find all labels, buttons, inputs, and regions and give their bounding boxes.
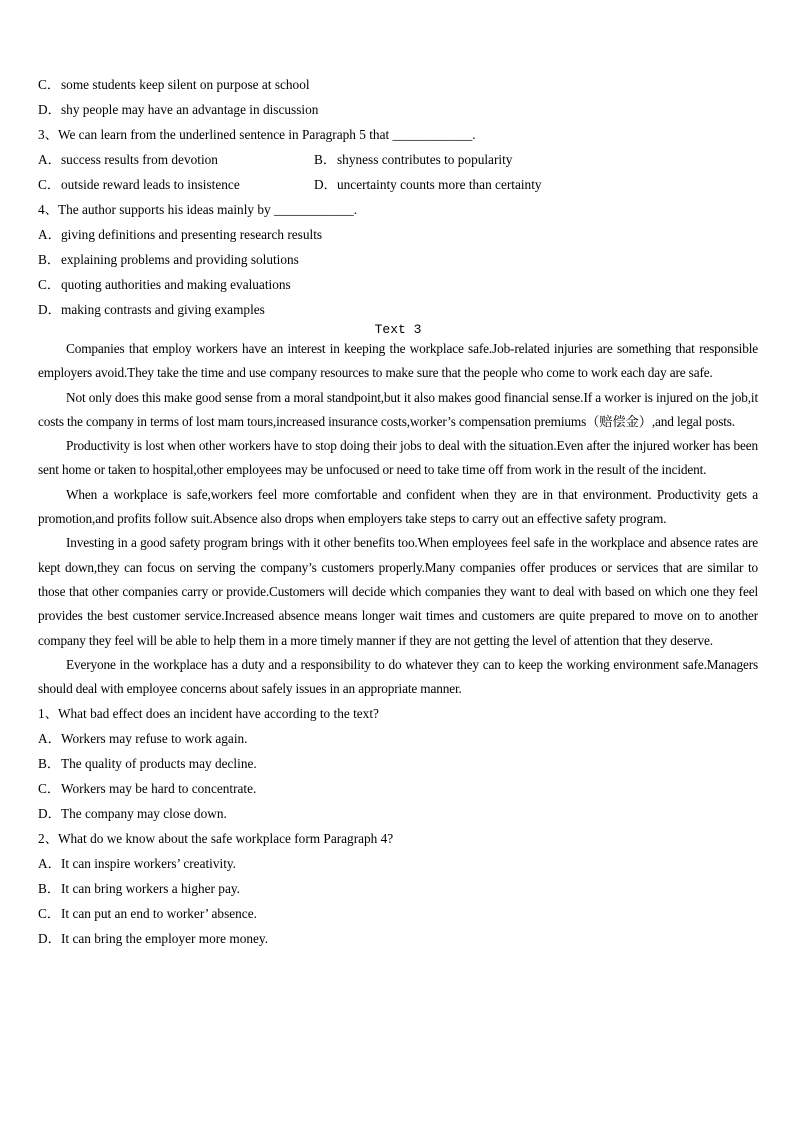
- option-c: [38, 776, 758, 801]
- option-label: D．: [314, 177, 337, 192]
- question-number: 1、: [38, 706, 58, 722]
- question-4-stem: [38, 197, 758, 222]
- question-number: 3、: [38, 127, 58, 142]
- option-label: A．: [38, 856, 61, 872]
- option-b: [38, 751, 758, 776]
- paragraph-1: Companies that employ workers have an interest in keeping the workplace safe.Job-related injuries are something that responsible employers avoid.They take the time and use company resources to make sure that the people who come to work each day are safe.: [38, 341, 758, 381]
- option-text: It can bring the employer more money.: [61, 931, 269, 947]
- question-3-options-row-2: [38, 172, 758, 197]
- option-label: C．: [38, 77, 61, 92]
- document-page: [38, 72, 758, 951]
- option-text: It can put an end to worker’ absence.: [61, 906, 257, 922]
- option-d: [38, 97, 758, 122]
- option-c: [38, 272, 758, 297]
- option-a: [38, 726, 758, 751]
- option-label: A．: [38, 152, 61, 167]
- question-3-stem: [38, 122, 758, 147]
- option-label: C．: [38, 277, 61, 292]
- option-text: The quality of products may decline.: [61, 756, 257, 772]
- option-text: giving definitions and presenting research results: [61, 227, 323, 242]
- section-heading: Text 3: [374, 322, 422, 337]
- option-text: It can inspire workers’ creativity.: [61, 856, 237, 872]
- question-text: What bad effect does an incident have according to the text?: [57, 706, 379, 722]
- option-d: [38, 297, 758, 322]
- option-text: success results from devotion: [61, 152, 218, 167]
- option-text: explaining problems and providing solutions: [61, 252, 299, 267]
- option-a: [38, 851, 758, 876]
- option-label: A．: [38, 731, 61, 747]
- option-text: making contrasts and giving examples: [61, 302, 265, 317]
- option-b: [38, 247, 758, 272]
- option-a: [38, 147, 314, 172]
- paragraph-3: Productivity is lost when other workers have to stop doing their jobs to deal with the situation.Even after the injured worker has been sent home or taken to hospital,other employees may be unfocused or need to take time off from work in the result of the incident.: [38, 438, 758, 478]
- option-label: D．: [38, 302, 61, 317]
- option-d: [314, 172, 590, 197]
- question-text: We can learn from the underlined sentence in Paragraph 5 that ____________.: [57, 127, 476, 142]
- option-a: [38, 222, 758, 247]
- option-d: [38, 926, 758, 951]
- paragraph-4: When a workplace is safe,workers feel more comfortable and confident when they are in that environment. Productivity gets a promotion,and profits follow suit.Absence also drops when employers take steps to carry out an effective safety program.: [38, 486, 758, 527]
- option-label: D．: [38, 931, 61, 947]
- option-text: shy people may have an advantage in discussion: [61, 102, 319, 117]
- option-text: shyness contributes to popularity: [337, 152, 513, 167]
- option-b: [314, 147, 590, 172]
- option-label: B．: [38, 881, 61, 897]
- option-label: A．: [38, 227, 61, 242]
- question-text: What do we know about the safe workplace form Paragraph 4?: [57, 831, 394, 847]
- question-1-stem: [38, 701, 758, 726]
- option-c: [38, 72, 758, 97]
- option-label: D．: [38, 102, 61, 117]
- option-text: some students keep silent on purpose at school: [61, 77, 310, 92]
- option-text: outside reward leads to insistence: [61, 177, 240, 192]
- option-label: B．: [314, 152, 337, 167]
- option-text: The company may close down.: [61, 806, 227, 822]
- option-label: B．: [38, 756, 61, 772]
- option-b: [38, 876, 758, 901]
- question-number: 4、: [38, 202, 58, 217]
- option-c: [38, 172, 314, 197]
- option-text: Workers may refuse to work again.: [61, 731, 248, 747]
- option-c: [38, 901, 758, 926]
- option-text: Workers may be hard to concentrate.: [61, 781, 257, 797]
- option-label: D．: [38, 806, 61, 822]
- option-text: quoting authorities and making evaluations: [61, 277, 291, 292]
- option-label: B．: [38, 252, 61, 267]
- paragraph-5: Investing in a good safety program brings with it other benefits too.When employees feel safe in the workplace and absence rates are kept down,they can focus on serving the company’s customers properly.Many companies offer produces or services that are similar to those that other companies carry or provide.Customers will decide which companies they want to deal with based on which one they feel provides the best customer service.Increased absence means longer wait times and customers are quite prepared to move on to another company they feel will be able to help them in a more timely manner if they are not getting the level of attention that they deserve.: [38, 535, 758, 648]
- option-label: C．: [38, 177, 61, 192]
- option-text: It can bring workers a higher pay.: [61, 881, 240, 897]
- question-2-stem: [38, 826, 758, 851]
- option-label: C．: [38, 906, 61, 922]
- question-3-options-row-1: [38, 147, 758, 172]
- option-text: uncertainty counts more than certainty: [337, 177, 542, 192]
- option-d: [38, 801, 758, 826]
- question-number: 2、: [38, 831, 58, 847]
- option-label: C．: [38, 781, 61, 797]
- paragraph-6: Everyone in the workplace has a duty and a responsibility to do whatever they can to keep the working environment safe.Managers should deal with employee concerns about safely issues in an appropriate manner.: [38, 656, 758, 697]
- question-text: The author supports his ideas mainly by ____________.: [57, 202, 358, 217]
- paragraph-2: Not only does this make good sense from a moral standpoint,but it also makes good financial sense.If a worker is injured on the job,it costs the company in terms of lost mam tours,increased insurance costs,worker’s compensation premiums（赔偿金）,and legal posts.: [38, 389, 758, 429]
